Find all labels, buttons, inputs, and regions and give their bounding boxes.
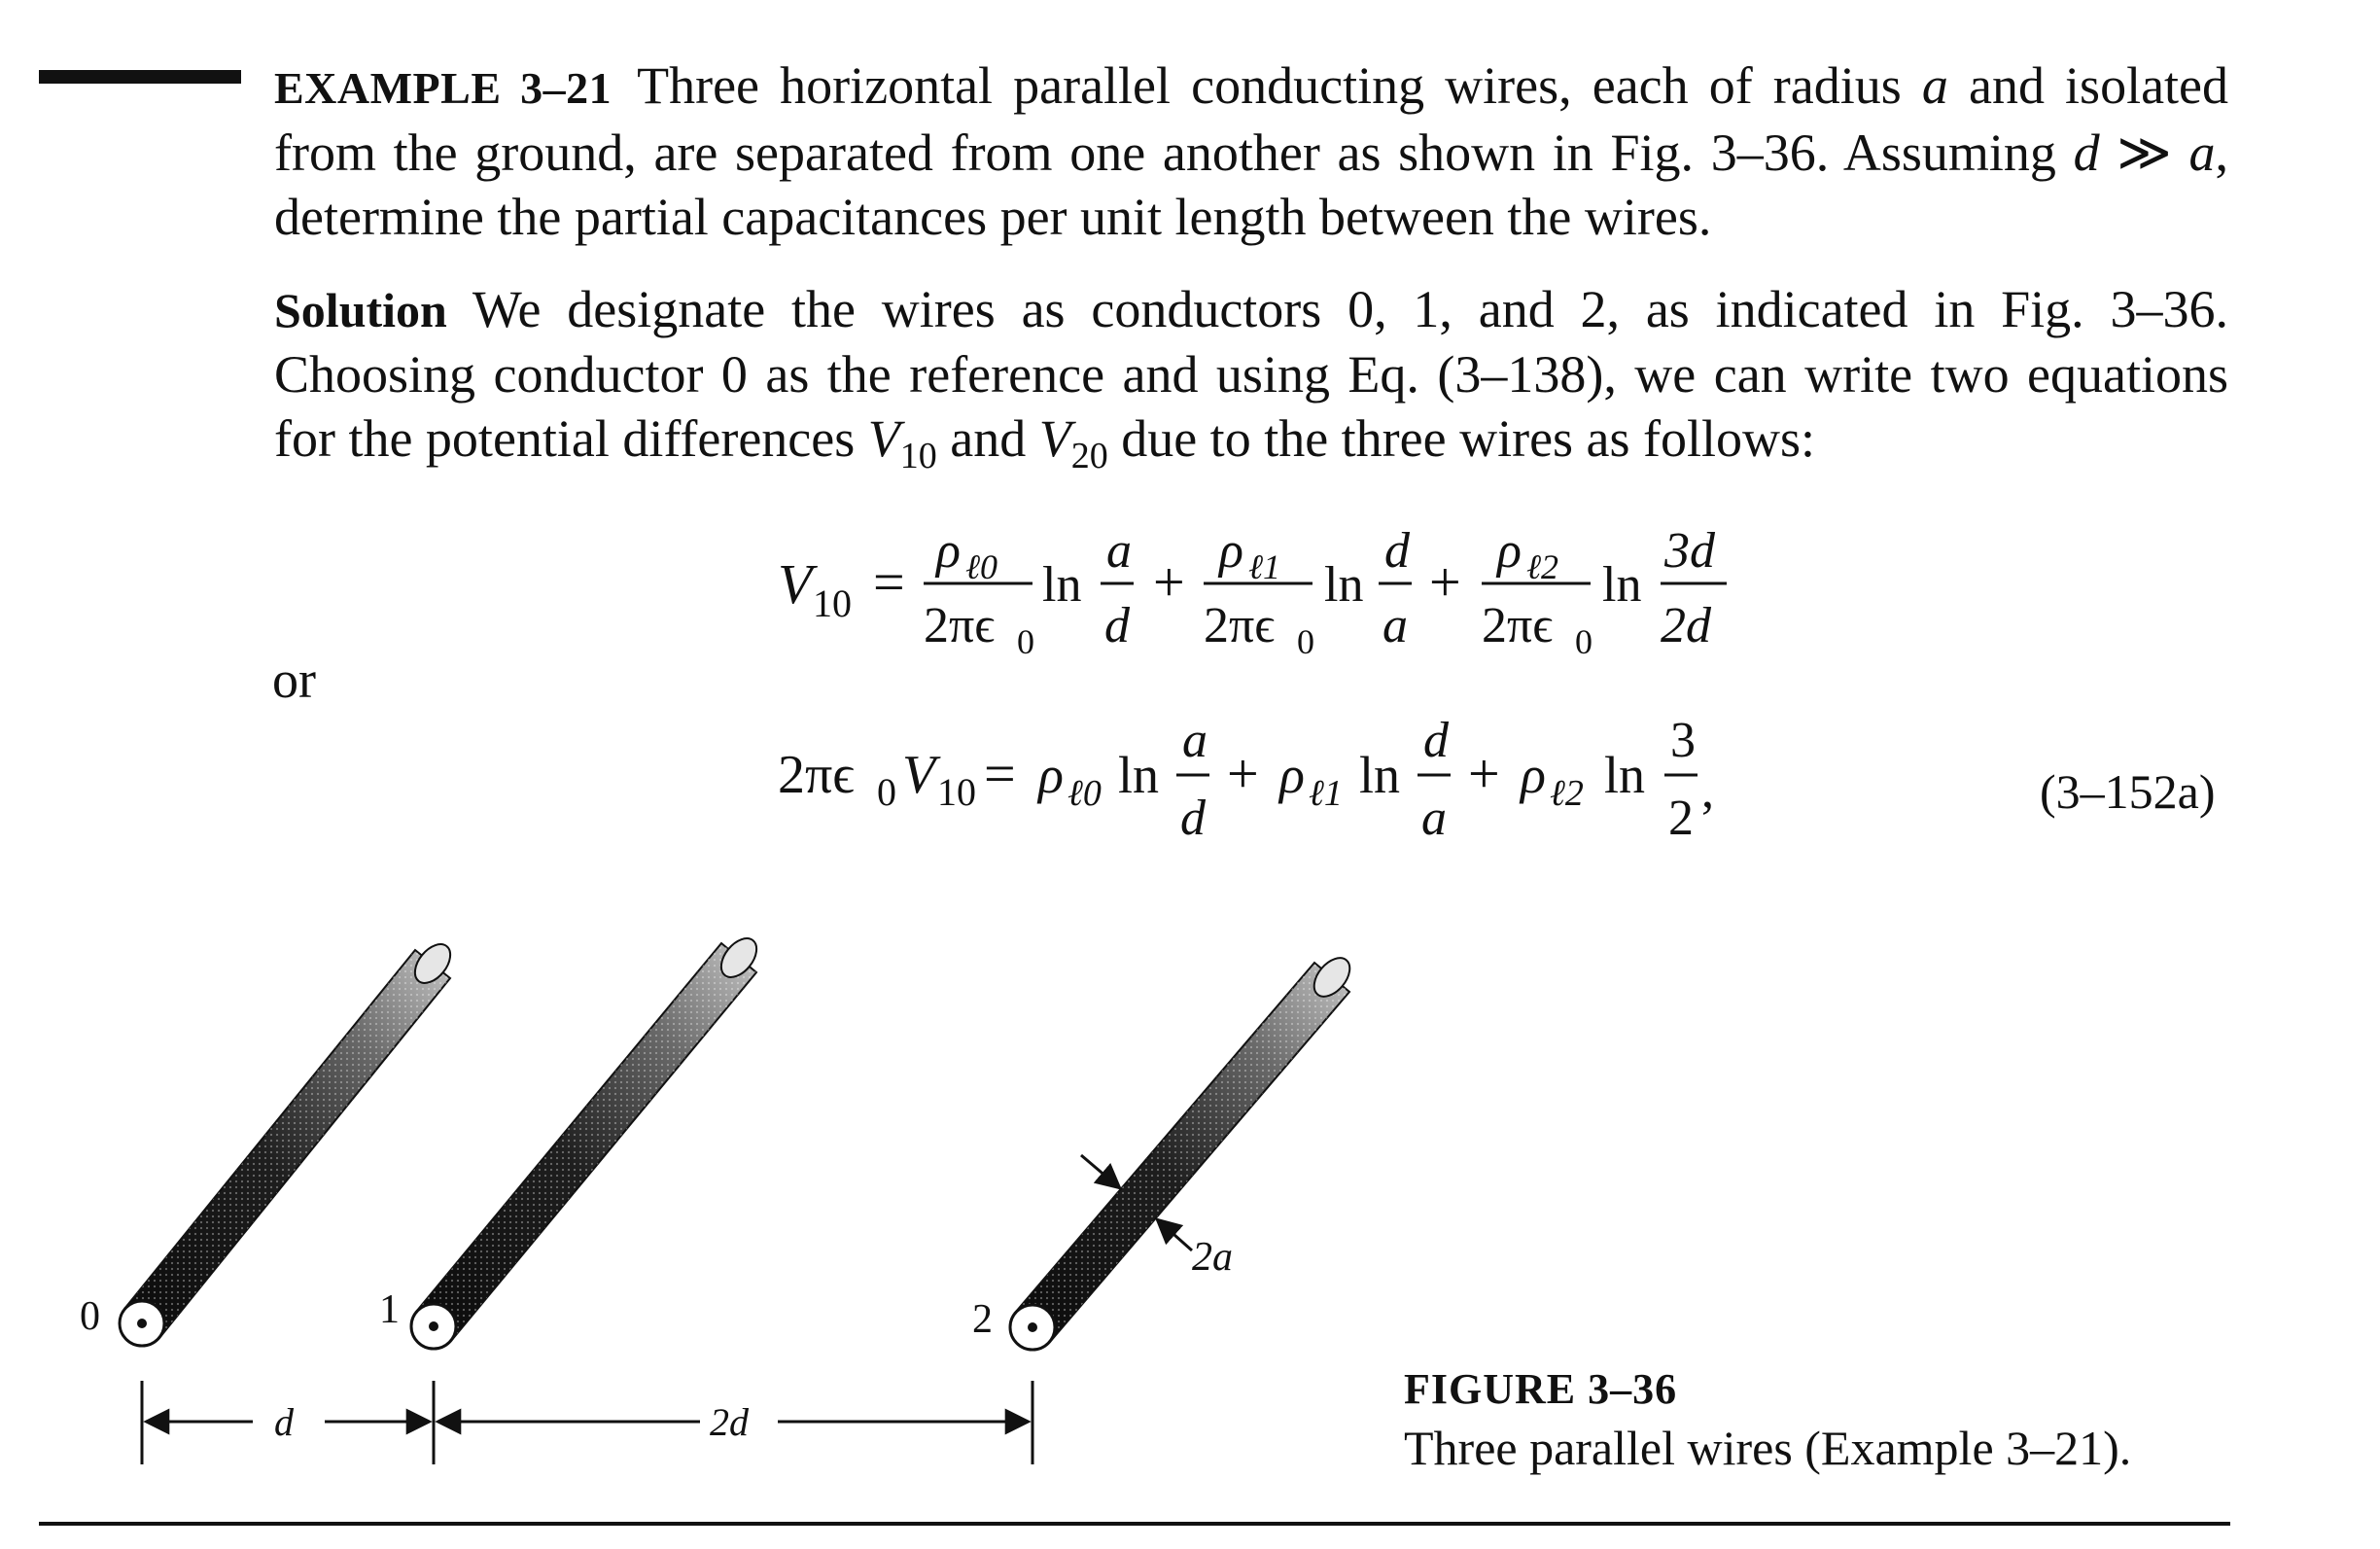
solution-sub-10: 10 [899,435,937,476]
eq2-t1-ln: ln [1118,746,1160,804]
eq2-t3-ln: ln [1604,746,1646,804]
eq1-t3-ln: ln [1602,557,1642,613]
eq2-lhs: 2πϵ [778,745,855,805]
dim-2d-label: 2d [710,1400,749,1444]
wire-0 [80,937,457,1346]
solution-var-V10: V [867,409,900,468]
eq2-f3-num: 3 [1670,713,1696,768]
figure-caption-text: Three parallel wires (Example 3–21). [1404,1421,2132,1475]
eq2-t2-sub: ℓ1 [1309,773,1343,814]
eq2-plus-2: + [1468,742,1500,805]
example-text-2: and isolated from the ground, are separated from one another as shown in Fig. 3–36. Assuming [274,56,2229,182]
eq1-f2-num: d [1384,523,1410,579]
eq2-t3-rho: ρ [1521,746,1546,804]
example-text-3: , determine the partial capacitances per unit length between the wires. [274,123,2229,246]
diameter-arrow-inner [1157,1219,1192,1250]
eq1-f2-den: a [1382,598,1408,653]
wire-2-texture [1015,963,1349,1342]
solution-var-V20: V [1038,409,1071,468]
example-var-d: d [2073,123,2100,182]
solution-label: Solution [274,283,447,337]
eq2-t1-rho: ρ [1038,746,1064,804]
eq1-t2-sub: ℓ1 [1248,547,1280,586]
eq2-plus-1: + [1227,742,1259,805]
solution-sub-20: 20 [1070,435,1108,476]
eq2-t2-ln: ln [1359,746,1401,804]
eq2-lhs-sub10: 10 [937,770,976,814]
eq2-lhs-sub0: 0 [877,770,896,814]
eq2-lhs-V: V [902,745,936,805]
eq1-t2-ln: ln [1324,557,1364,613]
eq2-t2-rho: ρ [1279,746,1305,804]
figure-caption-label: FIGURE 3–36 [1404,1365,1678,1413]
eq2-equals: = [984,742,1016,805]
eq2-comma: , [1701,763,1714,819]
eq1-t3-rho: ρ [1497,523,1522,579]
bottom-divider [39,1522,2230,1526]
solution-text-2: due to the three wires as follows: [1107,409,1816,468]
example-text-1: Three horizontal parallel conducting wires, each of radius [637,56,1922,115]
eq1-t2-rho: ρ [1219,523,1243,579]
eq2-f2-den: a [1421,791,1447,846]
equation-number: (3–152a) [2040,764,2216,819]
wire-1-center-dot [429,1321,438,1331]
eq2-f2-num: d [1423,713,1449,768]
eq1-t1-sub: ℓ0 [965,547,998,586]
wire-0-center-dot [137,1319,147,1328]
eq1-lhs-sub: 10 [813,581,852,625]
eq1-t1-ln: ln [1042,557,1082,613]
example-var-a-2: a [2188,123,2216,182]
wire-0-label: 0 [80,1294,100,1339]
eq1-t3-den-sub: 0 [1575,622,1592,661]
eq1-f1-den: d [1104,598,1130,653]
or-connector: or [272,651,316,709]
eq1-t2-den: 2πϵ [1204,598,1276,653]
solution-and: and [936,409,1039,468]
eq1-plus-2: + [1429,550,1461,614]
dim-d-label: d [274,1400,294,1444]
eq2-f3-den: 2 [1668,791,1694,846]
wire-2-label: 2 [972,1297,993,1342]
eq1-f1-num: a [1106,523,1132,579]
eq2-f1-den: d [1180,791,1206,846]
example-var-a: a [1921,56,1948,115]
wire-2 [972,951,1357,1350]
example-label: EXAMPLE 3–21 [274,63,612,113]
eq1-equals: = [873,550,905,614]
eq2-f1-num: a [1182,713,1208,768]
eq1-t1-den-sub: 0 [1017,622,1034,661]
eq2-t3-sub: ℓ2 [1550,773,1584,814]
eq1-t2-den-sub: 0 [1297,622,1314,661]
figure-caption [1404,1361,2279,1478]
example-much-greater: ≫ [2099,123,2189,182]
spacing-dimension [142,1381,1032,1464]
solution-text-1: We designate the wires as conductors 0, 1, and 2, as indicated in Fig. 3–36. Choosing conductor 0 as the reference and using Eq. (3–138), we can write two equations for the potential differences [274,280,2228,468]
eq2-t1-sub: ℓ0 [1068,773,1102,814]
eq1-lhs-V: V [778,552,813,616]
wire-2-center-dot [1028,1322,1037,1332]
wire-1-texture [416,943,756,1341]
diameter-arrow-outer [1081,1155,1120,1188]
eq1-f3-num: 3d [1664,523,1715,579]
wire-0-texture [124,950,450,1338]
eq1-t1-den: 2πϵ [924,598,996,653]
eq1-t3-den: 2πϵ [1482,598,1554,653]
wire-1-label: 1 [379,1287,400,1332]
eq1-t1-rho: ρ [936,523,961,579]
eq1-plus-1: + [1153,550,1185,614]
eq1-t3-sub: ℓ2 [1526,547,1558,586]
diameter-label: 2a [1192,1235,1233,1280]
eq1-f3-den: 2d [1661,598,1711,653]
